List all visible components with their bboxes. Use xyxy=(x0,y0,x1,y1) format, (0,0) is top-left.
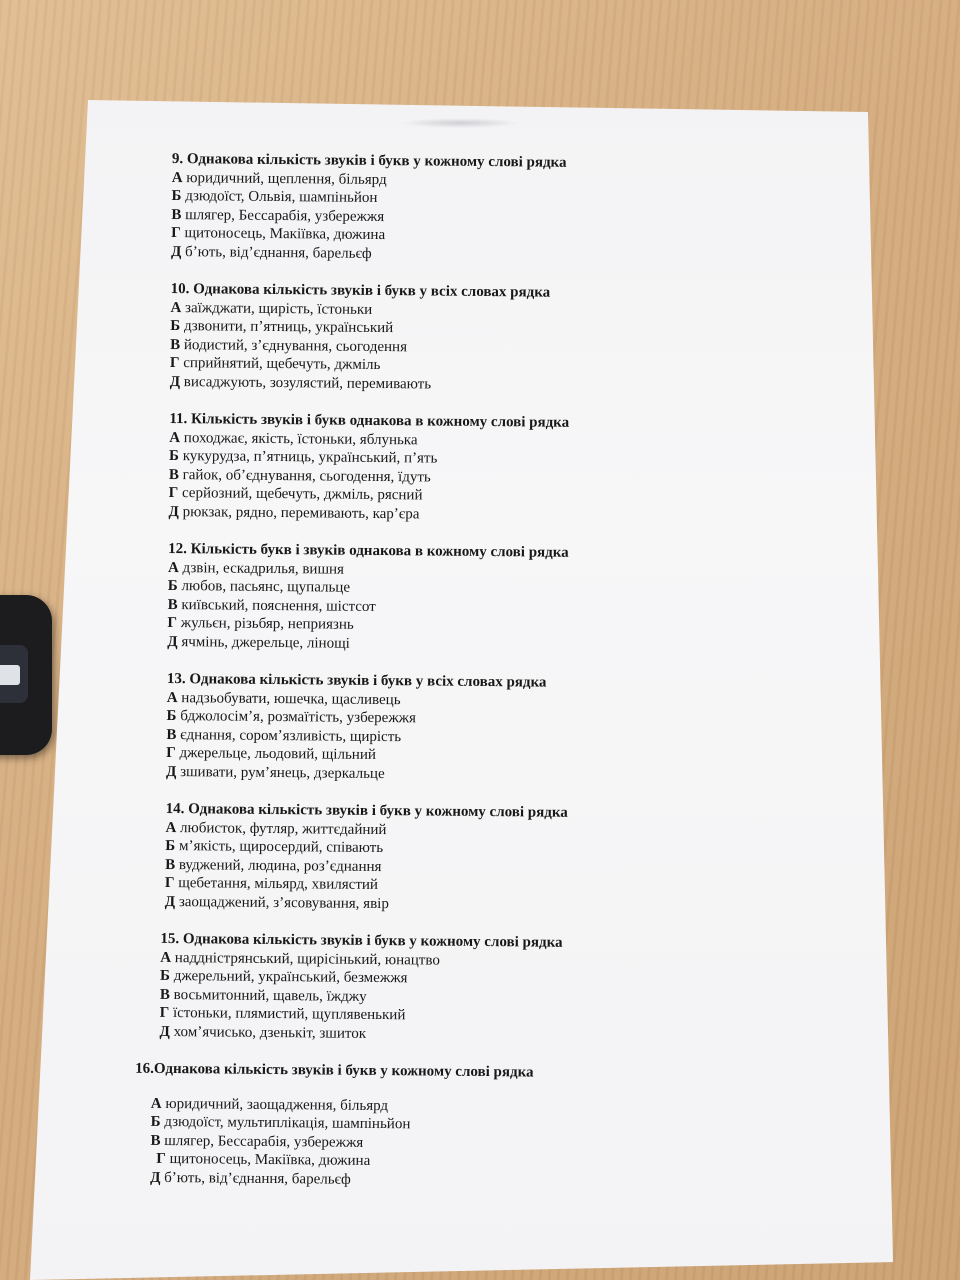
option-text: єднання, сором’язливість, щирість xyxy=(180,726,402,745)
question-title: 9. Однакова кількість звуків і букв у кожному слові рядка xyxy=(171,150,567,171)
question-title: 12. Кількість букв і звуків однакова в кожному слові рядка xyxy=(168,540,569,561)
question-block xyxy=(168,410,649,526)
option-letter: А xyxy=(171,169,183,186)
option-text: хом’ячисько, дзенькіт, зшиток xyxy=(173,1023,367,1042)
option-text: дзюдоїст, мультиплікація, шампіньйон xyxy=(164,1113,411,1133)
option-letter: В xyxy=(170,336,181,353)
option-letter: Д xyxy=(164,893,176,910)
option-text: серйозний, щебечуть, джміль, рясний xyxy=(181,485,423,504)
answer-option xyxy=(166,762,646,785)
answer-option xyxy=(170,372,650,395)
option-text: заощаджений, з’ясовування, явір xyxy=(178,893,389,912)
question-block xyxy=(171,150,652,266)
answer-option xyxy=(171,242,651,265)
option-text: щитоносець, Макіївка, дюжина xyxy=(169,1151,371,1169)
option-letter: А xyxy=(170,299,182,316)
option-text: юридичний, заощадження, більярд xyxy=(165,1095,389,1114)
option-letter: Г xyxy=(167,614,178,632)
question-block xyxy=(166,670,647,786)
option-letter: В xyxy=(168,466,179,483)
option-letter: Д xyxy=(165,763,177,780)
question-title: 13. Однакова кількість звуків і букв у всіх словах рядка xyxy=(166,670,547,691)
option-letter: Д xyxy=(167,633,178,650)
question-block xyxy=(170,280,651,396)
answer-option xyxy=(165,892,645,915)
option-text: їстоньки, плямистий, щуплявенький xyxy=(172,1005,406,1024)
option-text: б’ють, від’єднання, барельєф xyxy=(164,1169,351,1188)
option-letter: Б xyxy=(166,707,177,725)
option-letter: Г xyxy=(166,744,176,762)
option-text: щитоносець, Макіївка, дюжина xyxy=(184,225,386,244)
option-text: юридичний, щеплення, більярд xyxy=(186,169,387,188)
option-letter: Г xyxy=(156,1150,166,1167)
option-text: сприйнятий, щебечуть, джміль xyxy=(183,355,381,374)
device-screen xyxy=(0,665,20,685)
question-block xyxy=(135,1060,643,1192)
option-text: шлягер, Бессарабія, узбережжя xyxy=(185,206,385,225)
option-letter: Б xyxy=(159,967,171,985)
option-text: дзюдоїст, Ольвія, шампіньйон xyxy=(185,188,378,206)
option-text: джерельце, льодовий, щільний xyxy=(179,745,376,763)
option-letter: Г xyxy=(171,224,181,242)
answer-option xyxy=(159,1022,643,1045)
option-letter: Д xyxy=(170,243,182,260)
print-smudge xyxy=(400,118,520,128)
question-title: 11. Кількість звуків і букв однакова в кожному слові рядка xyxy=(169,410,570,431)
option-text: київський, пояснення, шістсот xyxy=(181,596,376,615)
option-letter: А xyxy=(167,559,179,576)
question-block xyxy=(165,800,646,916)
option-text: бджолосім’я, розмаїтість, узбережжя xyxy=(180,708,417,727)
question-title: 16.Однакова кількість звуків і букв у кожному слові рядка xyxy=(135,1060,534,1081)
option-letter: Б xyxy=(165,837,176,855)
option-letter: А xyxy=(160,949,172,966)
option-letter: А xyxy=(169,429,181,446)
option-letter: В xyxy=(166,726,177,743)
option-text: любисток, футляр, життєдайний xyxy=(180,819,387,838)
question-title: 14. Однакова кількість звуків і букв у кожному слові рядка xyxy=(165,800,568,821)
option-letter: Б xyxy=(170,317,181,335)
option-text: щебетання, мільярд, хвилястий xyxy=(178,875,379,894)
option-letter: В xyxy=(159,986,170,1003)
option-text: дзвонити, п’ятниць, український xyxy=(183,318,394,337)
option-letter: В xyxy=(150,1132,161,1149)
option-text: м’якість, щиросердий, співають xyxy=(178,838,384,857)
answer-option xyxy=(150,1168,642,1191)
worksheet xyxy=(135,150,652,1211)
option-letter: А xyxy=(165,819,177,836)
option-text: походжає, якість, їстоньки, яблунька xyxy=(183,429,418,448)
option-text: ячмінь, джерельце, лінощі xyxy=(181,633,350,652)
option-letter: Г xyxy=(159,1004,170,1022)
option-text: вуджений, людина, роз’єднання xyxy=(178,856,382,875)
option-letter: А xyxy=(150,1095,162,1112)
option-letter: Б xyxy=(171,187,182,205)
option-letter: Г xyxy=(164,874,175,892)
option-letter: А xyxy=(166,689,178,706)
option-text: любов, пасьянс, щупальце xyxy=(181,578,351,596)
option-letter: Б xyxy=(150,1113,161,1130)
option-letter: Д xyxy=(159,1023,170,1040)
option-text: шлягер, Бессарабія, узбережжя xyxy=(164,1132,364,1151)
option-letter: Д xyxy=(169,373,181,390)
option-letter: В xyxy=(171,206,182,223)
option-text: дзвін, ескадрилья, вишня xyxy=(182,559,345,578)
option-letter: Г xyxy=(169,354,180,372)
option-text: рюкзак, рядно, перемивають, кар’єра xyxy=(182,503,420,522)
question-title: 15. Однакова кількість звуків і букв у кожному слові рядка xyxy=(160,930,563,951)
option-letter: Д xyxy=(150,1169,161,1186)
option-text: б’ють, від’єднання, барельєф xyxy=(185,243,372,262)
answer-option xyxy=(168,502,648,525)
option-text: зшивати, рум’янець, дзеркальце xyxy=(180,763,385,782)
question-block xyxy=(159,930,644,1046)
option-text: джерельний, український, безмежжя xyxy=(173,968,408,987)
question-block xyxy=(167,540,648,656)
option-text: надзьобувати, юшечка, щасливець xyxy=(181,689,401,708)
option-text: гайок, об’єднування, сьогодення, їдуть xyxy=(182,466,431,485)
option-letter: Г xyxy=(168,484,179,502)
option-text: наддністрянський, щирісінький, юнацтво xyxy=(174,949,440,969)
option-letter: Д xyxy=(168,503,179,520)
option-text: йодистий, з’єднування, сьогодення xyxy=(183,336,408,355)
option-text: кукурудза, п’ятниць, український, п’ять xyxy=(182,448,438,467)
option-letter: Б xyxy=(168,447,180,465)
question-title: 10. Однакова кількість звуків і букв у всіх словах рядка xyxy=(170,280,551,301)
option-letter: В xyxy=(165,856,176,873)
answer-option xyxy=(167,632,647,655)
device-corner xyxy=(0,595,52,755)
option-text: висаджують, зозулястий, перемивають xyxy=(183,373,432,392)
option-letter: Б xyxy=(167,577,178,595)
option-text: восьмитонний, щавель, їжджу xyxy=(173,986,367,1005)
option-text: жульєн, різьбяр, неприязнь xyxy=(180,615,354,633)
option-letter: В xyxy=(167,596,178,613)
option-text: заїжджати, щирість, їстоньки xyxy=(185,299,373,318)
